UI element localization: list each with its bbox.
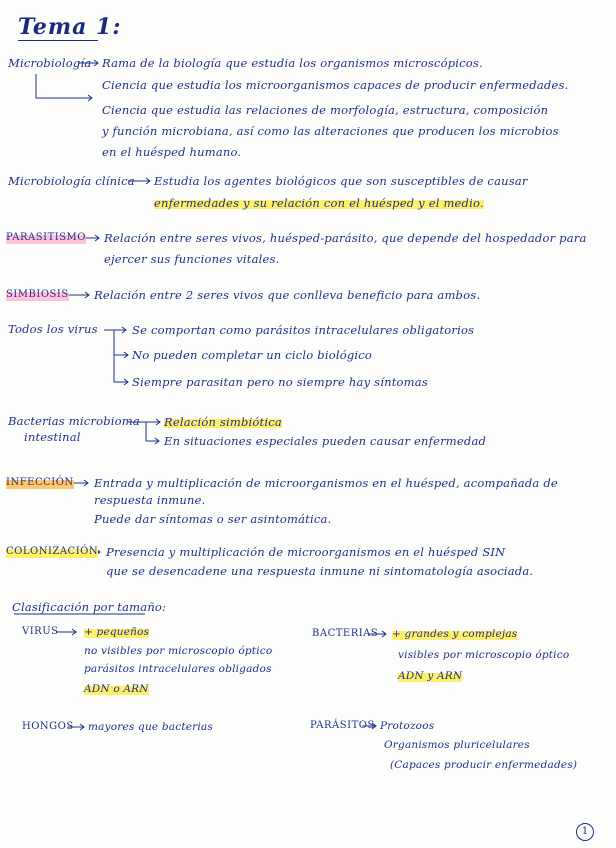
virus-visibility: no visibles por microscopio óptico xyxy=(84,645,273,657)
parasitismo-def-1: Relación entre seres vivos, huésped-parásito, que depende del hospedador para xyxy=(104,231,587,245)
colonizacion-def-2: que se desencadene una respuesta inmune ni sintomatología asociada. xyxy=(106,564,534,578)
hongos-label: HONGOS xyxy=(22,721,74,732)
virus-size: + pequeños xyxy=(84,626,150,638)
virus-label: VIRUS xyxy=(22,626,59,637)
page-title: Tema 1: xyxy=(18,14,122,40)
infeccion-def-3: Puede dar síntomas o ser asintomática. xyxy=(94,512,332,526)
bacterias-visibility: visibles por microscopio óptico xyxy=(398,649,570,661)
page-number: 1 xyxy=(576,823,594,841)
bacterias-term-1: Bacterias microbioma xyxy=(8,414,140,428)
infeccion-def-2: respuesta inmune. xyxy=(94,493,206,507)
clinica-def-1: Estudia los agentes biológicos que son susceptibles de causar xyxy=(154,174,528,188)
bacterias-term-2: intestinal xyxy=(24,430,81,444)
colonizacion-def-1: Presencia y multiplicación de microorganismos en el huésped SIN xyxy=(106,545,506,559)
simbiosis-def: Relación entre 2 seres vivos que conlleva beneficio para ambos. xyxy=(94,288,481,302)
micro-def-3c: en el huésped humano. xyxy=(102,145,242,159)
infeccion-term: INFECCIÓN xyxy=(6,477,74,488)
colonizacion-term: COLONIZACIÓN xyxy=(6,546,99,557)
virus-item-3: Siempre parasitan pero no siempre hay síntomas xyxy=(132,375,428,389)
micro-def-3b: y función microbiana, así como las alteraciones que producen los microbios xyxy=(102,124,559,138)
parasitos-protozoos: Protozoos xyxy=(380,720,435,732)
parasitismo-term: PARASITISMO xyxy=(6,232,86,243)
virus-item-1: Se comportan como parásitos intracelulares obligatorios xyxy=(132,323,475,337)
micro-def-1: Rama de la biología que estudia los organismos microscópicos. xyxy=(102,56,483,70)
clasificacion-heading: Clasificación por tamaño: xyxy=(12,600,167,614)
bacterias-label: BACTERIAS xyxy=(312,628,379,639)
hongos-size: mayores que bacterias xyxy=(88,721,213,733)
parasitos-enfermedades: (Capaces producir enfermedades) xyxy=(390,759,578,771)
simbiosis-term: SIMBIOSIS xyxy=(6,289,69,300)
infeccion-def-1: Entrada y multiplicación de microorganismos en el huésped, acompañada de xyxy=(94,476,558,490)
micro-def-2: Ciencia que estudia los microorganismos capaces de producir enfermedades. xyxy=(102,78,569,92)
parasitismo-def-2: ejercer sus funciones vitales. xyxy=(104,252,280,266)
bacterias-size: + grandes y complejas xyxy=(392,628,518,640)
bacterias-item-2: En situaciones especiales pueden causar enfermedad xyxy=(164,434,487,448)
virus-term: Todos los virus xyxy=(8,322,98,336)
clinica-def-2: enfermedades y su relación con el huésped y el medio. xyxy=(154,196,484,210)
bacterias-item-1: Relación simbiótica xyxy=(164,415,282,429)
parasitos-pluricelulares: Organismos pluricelulares xyxy=(384,739,530,751)
micro-term: Microbiología xyxy=(8,56,92,70)
bacterias-genome: ADN y ARN xyxy=(398,670,463,682)
clinica-term: Microbiología clínica xyxy=(8,174,135,188)
virus-item-2: No pueden completar un ciclo biológico xyxy=(132,348,373,362)
parasitos-label: PARÁSITOS xyxy=(310,720,375,731)
virus-parasites: parásitos intracelulares obligados xyxy=(84,663,272,675)
micro-def-3a: Ciencia que estudia las relaciones de morfología, estructura, composición xyxy=(102,103,549,117)
virus-genome: ADN o ARN xyxy=(84,683,149,695)
